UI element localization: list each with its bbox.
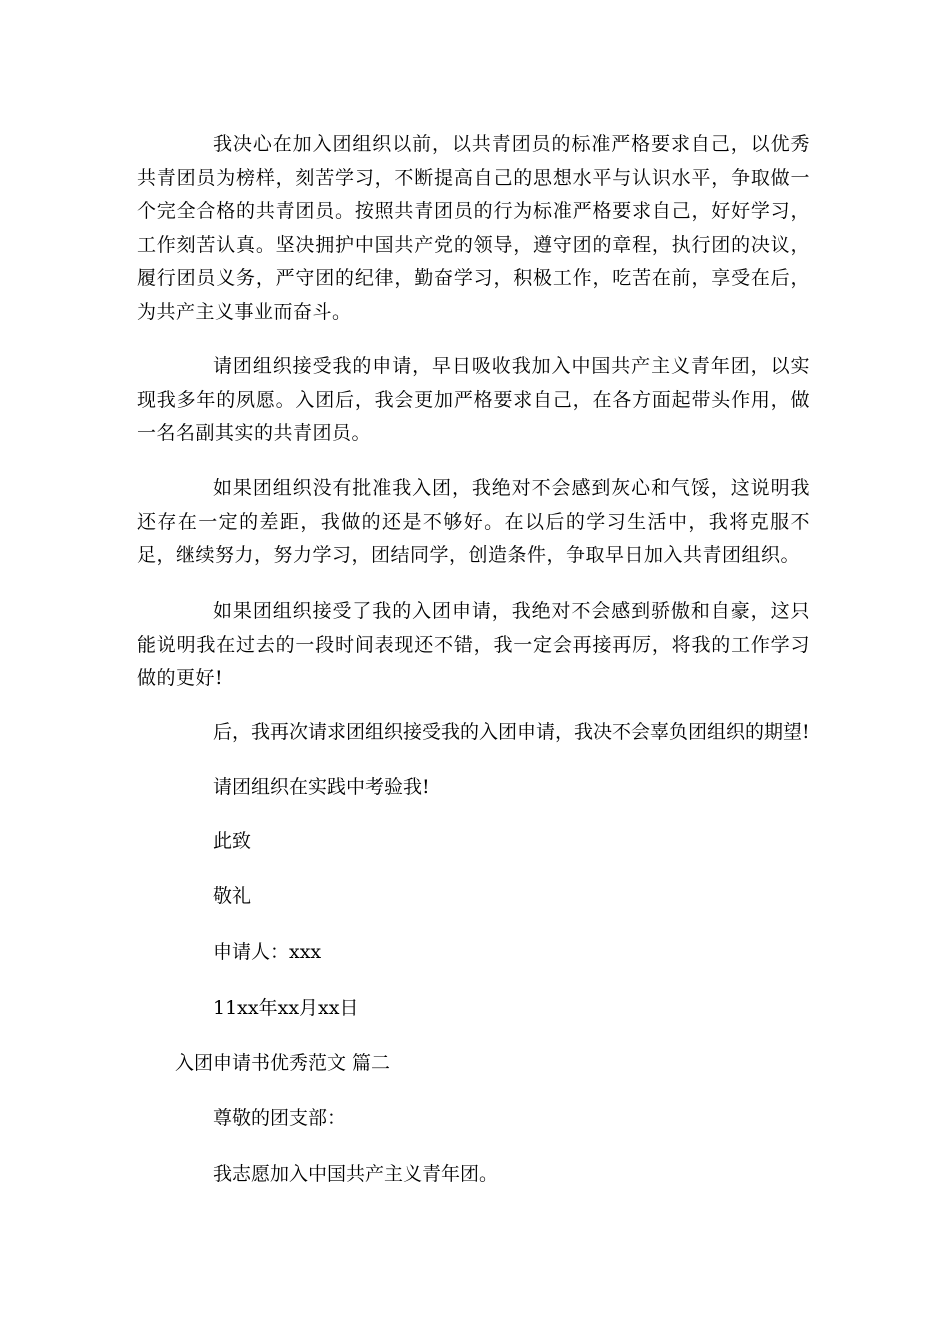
final-request-line: 后，我再次请求团组织接受我的入团申请，我决不会辜负团组织的期望! bbox=[213, 721, 810, 743]
closing-jingli: 敬礼 bbox=[213, 885, 252, 907]
closing-cizhi: 此致 bbox=[213, 830, 252, 852]
opening-line: 我志愿加入中国共产主义青年团。 bbox=[213, 1163, 499, 1185]
test-me-line: 请团组织在实践中考验我! bbox=[213, 776, 430, 798]
section-heading: 入团申请书优秀范文 篇二 bbox=[175, 1052, 391, 1074]
salutation-line: 尊敬的团支部： bbox=[213, 1107, 347, 1129]
paragraph-if-accepted: 如果团组织接受了我的入团申请，我绝对不会感到骄傲和自豪，这只能说明我在过去的一段时间表现还不错，我一定会再接再厉，将我的工作学习做的更好! bbox=[137, 600, 810, 690]
paragraph-request: 请团组织接受我的申请，早日吸收我加入中国共产主义青年团，以实现我多年的夙愿。入团后，我会更加严格要求自己，在各方面起带头作用，做一名名副其实的共青团员。 bbox=[137, 355, 810, 445]
paragraph-if-rejected: 如果团组织没有批准我入团，我绝对不会感到灰心和气馁，这说明我还存在一定的差距，我做的还是不够好。在以后的学习生活中，我将克服不足，继续努力，努力学习，团结同学，创造条件，争取早日加入共青团组织。 bbox=[137, 477, 810, 567]
applicant-line: 申请人：xxx bbox=[213, 941, 322, 963]
paragraph-resolve: 我决心在加入团组织以前，以共青团员的标准严格要求自己，以优秀共青团员为榜样，刻苦学习，不断提高自己的思想水平与认识水平，争取做一个完全合格的共青团员。按照共青团员的行为标准严格要求自己，好好学习，工作刻苦认真。坚决拥护中国共产党的领导，遵守团的章程，执行团的决议，履行团员义务，严守团的纪律，勤奋学习，积极工作，吃苦在前，享受在后，为共产主义事业而奋斗。 bbox=[137, 133, 810, 323]
date-line: 11xx年xx月xx日 bbox=[213, 997, 359, 1019]
